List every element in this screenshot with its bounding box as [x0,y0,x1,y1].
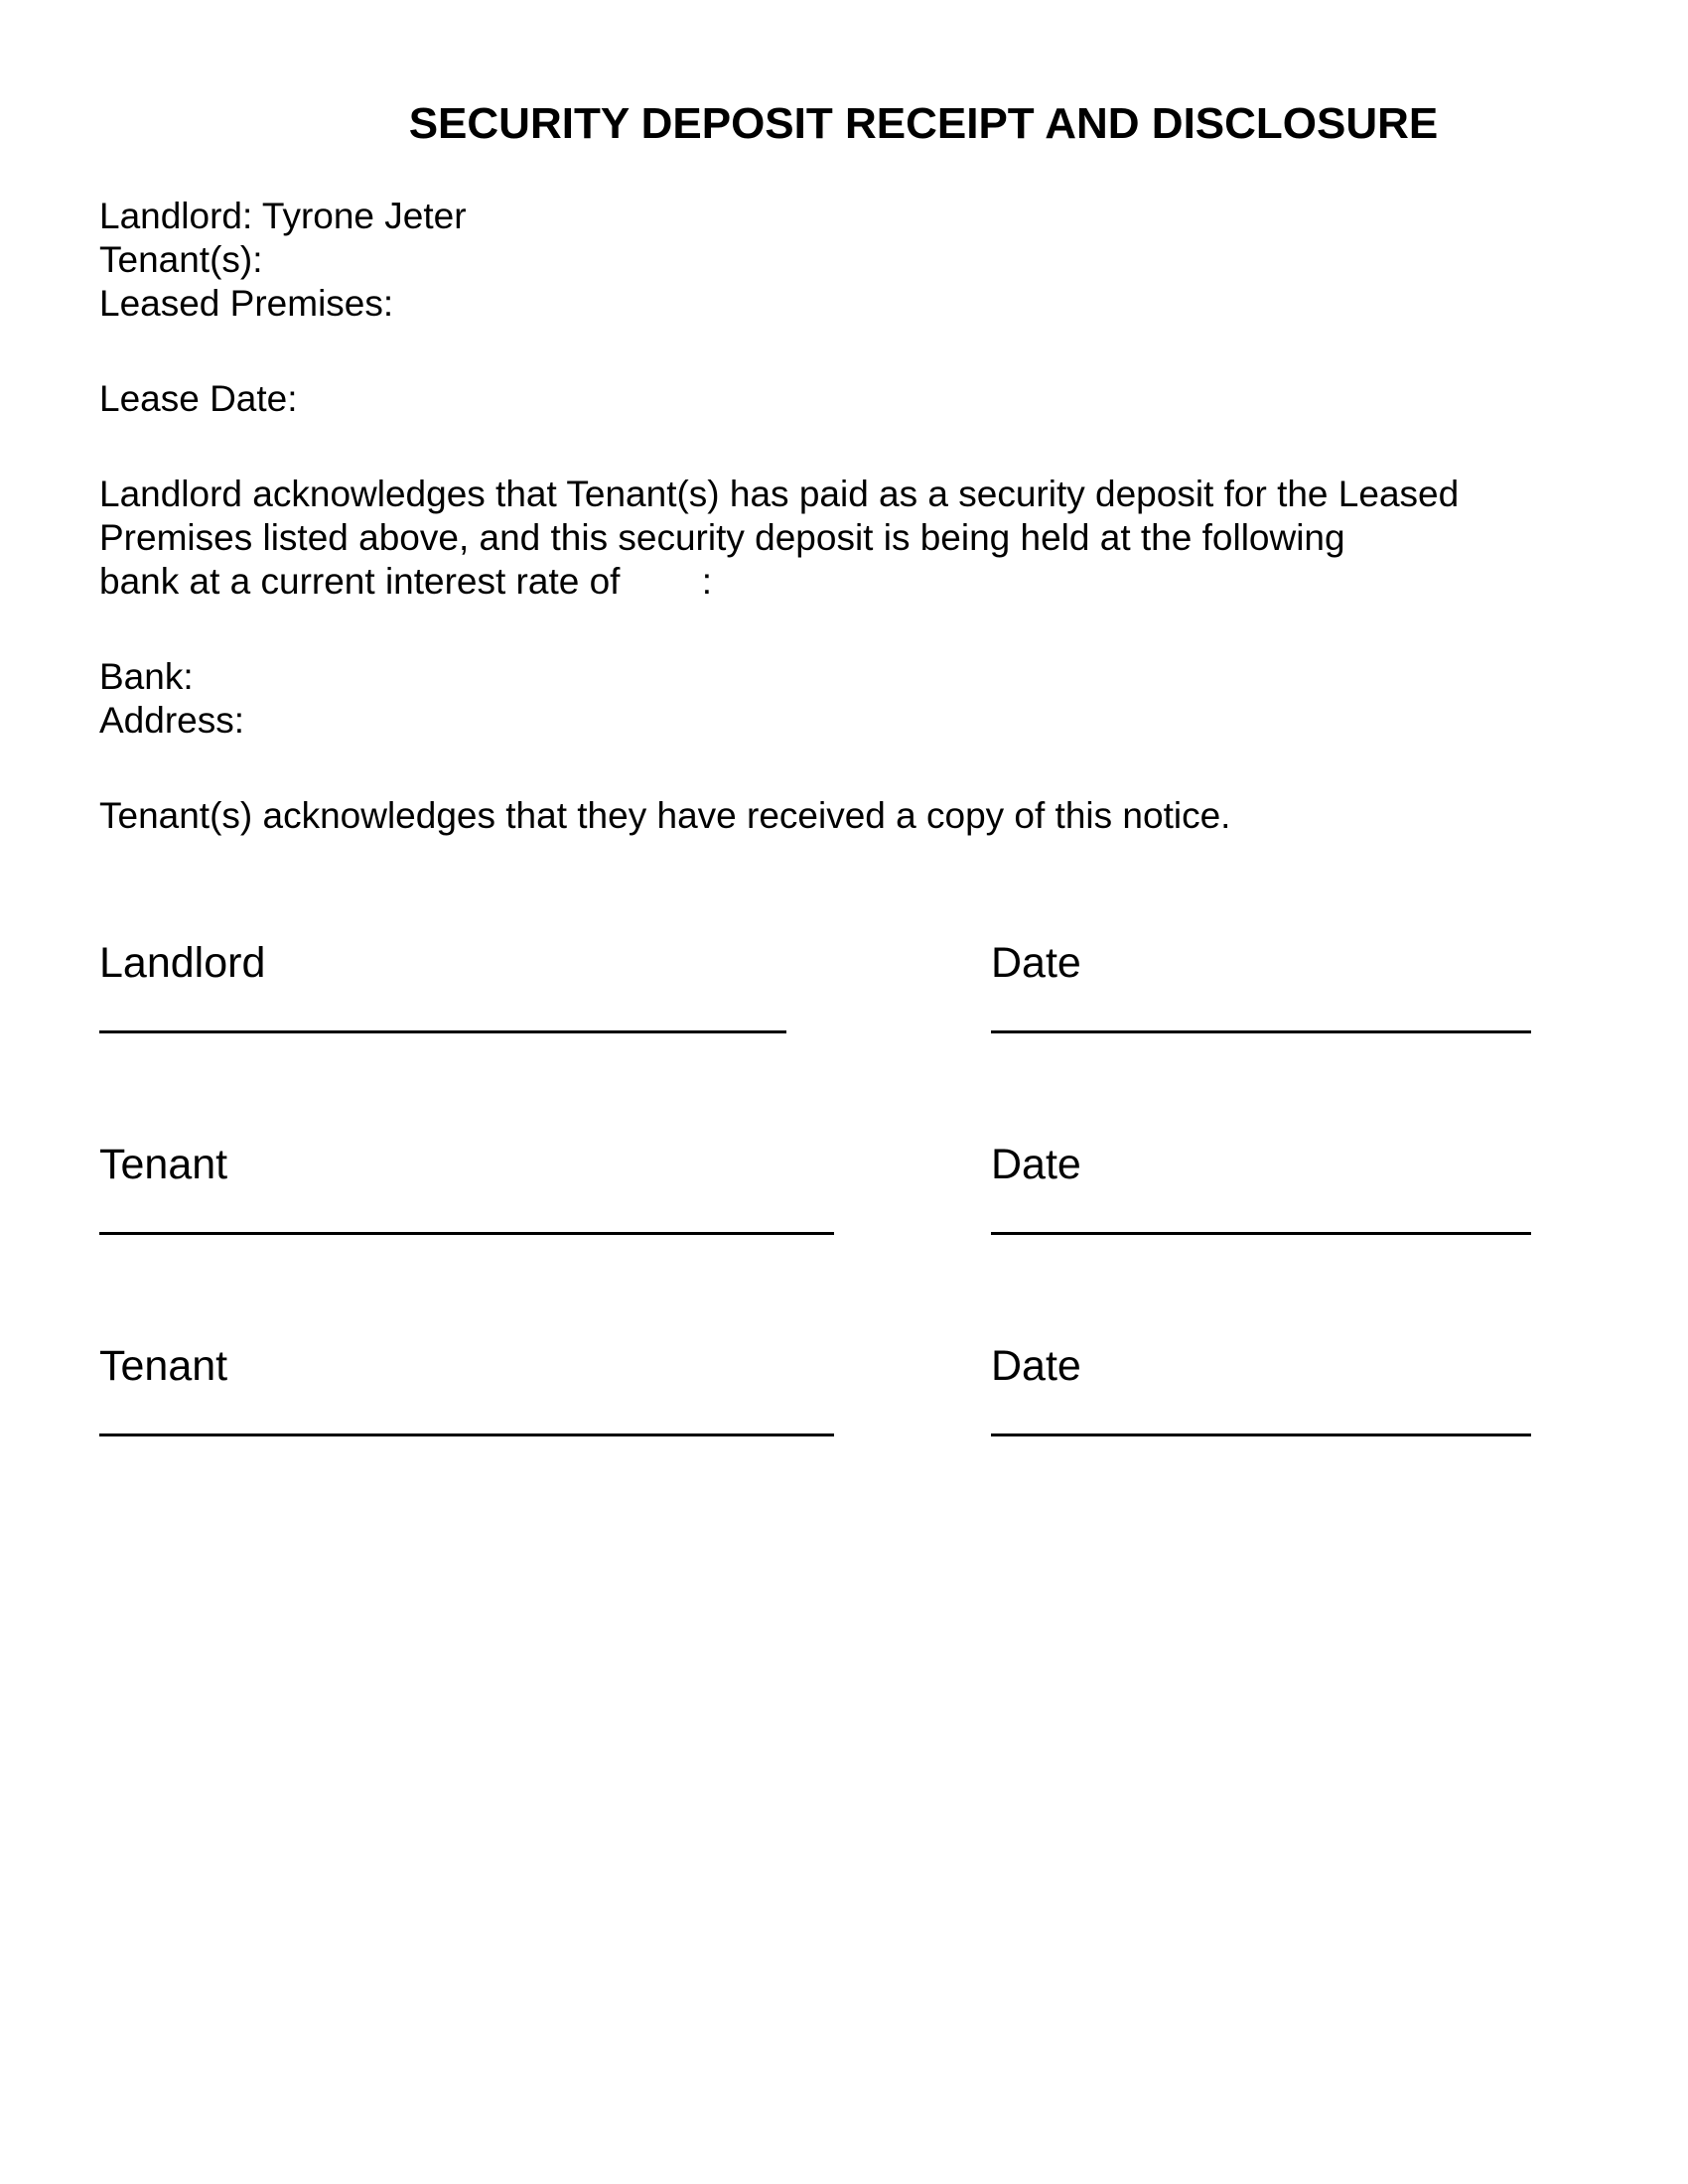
acknowledgement-line: Tenant(s) acknowledges that they have received a copy of this notice. [99,795,1231,836]
leased-premises-line: Leased Premises: [99,283,394,324]
address-line: Address: [99,700,245,741]
landlord-line: Landlord: Tyrone Jeter [99,196,467,236]
lease-date-line: Lease Date: [99,378,298,419]
date-label: Date [991,1342,1081,1390]
tenant-date-line[interactable] [991,1232,1531,1235]
landlord-signature-label: Landlord [99,939,266,987]
paragraph-line: Landlord acknowledges that Tenant(s) has paid as a security deposit for the Leased [99,474,1460,514]
date-label: Date [991,1141,1081,1188]
tenant-date-line[interactable] [991,1433,1531,1436]
date-label: Date [991,939,1081,987]
tenant-signature-line[interactable] [99,1232,834,1235]
landlord-date-line[interactable] [991,1030,1531,1033]
tenants-line: Tenant(s): [99,239,263,280]
paragraph-line: Premises listed above, and this security deposit is being held at the following [99,517,1345,558]
tenant-signature-label: Tenant [99,1342,228,1390]
tenant-signature-line[interactable] [99,1433,834,1436]
paragraph-line: bank at a current interest rate of : [99,561,712,602]
tenant-signature-label: Tenant [99,1141,228,1188]
document-title: SECURITY DEPOSIT RECEIPT AND DISCLOSURE [408,99,1439,148]
bank-line: Bank: [99,656,194,697]
landlord-signature-line[interactable] [99,1030,786,1033]
